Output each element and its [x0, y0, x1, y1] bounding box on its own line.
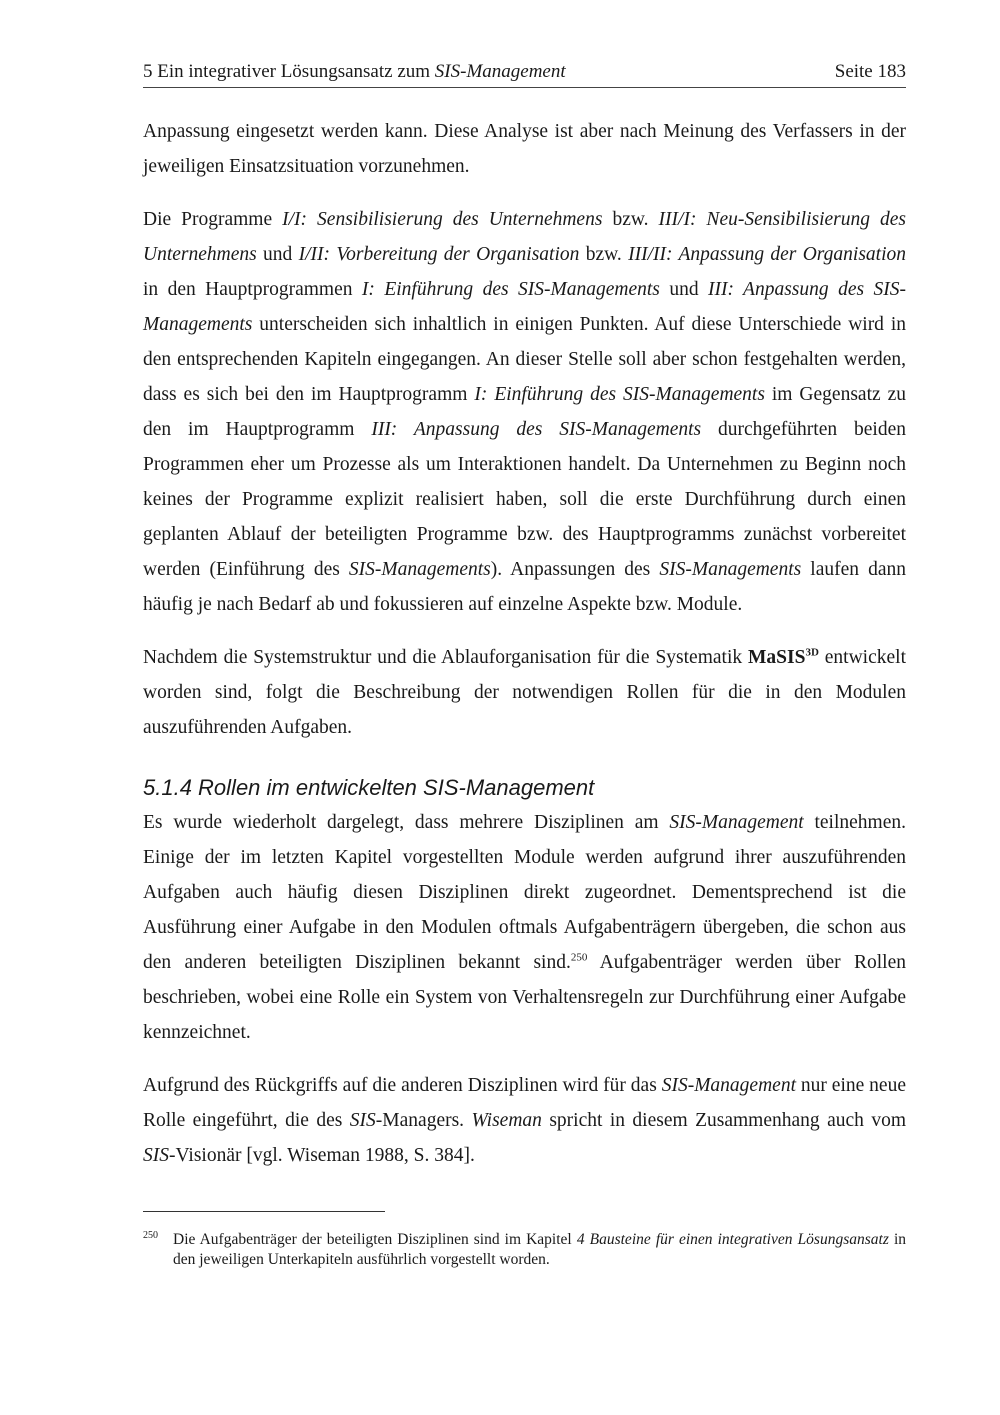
- footnote: [143, 1230, 906, 1270]
- footnote-text: Die Aufgabenträger der beteiligten Disziplinen sind im Kapitel 4 Bausteine für einen integrativen Lösungsansatz in den jeweiligen Unterkapiteln ausführlich vorgestellt worden.: [173, 1231, 906, 1268]
- body-text: [143, 114, 906, 1191]
- footnote-mark: 250: [143, 1230, 158, 1241]
- paragraph-5: Aufgrund des Rückgriffs auf die anderen Disziplinen wird für das SIS-Management nur eine neue Rolle eingeführt, die des SIS-Managers. Wiseman spricht in diesem Zusammenhang auch vom SIS-Visionär [vgl. Wiseman 1988, S. 384].: [143, 1075, 906, 1166]
- running-header: [143, 60, 906, 88]
- paragraph-1: Anpassung eingesetzt werden kann. Diese Analyse ist aber nach Meinung des Verfassers in der jeweiligen Einsatzsituation vorzunehmen.: [143, 121, 906, 177]
- footnote-reference[interactable]: 250: [570, 951, 588, 964]
- paragraph-2: Die Programme I/I: Sensibilisierung des Unternehmens bzw. III/I: Neu-Sensibilisierung des Unternehmens und I/II: Vorbereitung der Organisation bzw. III/II: Anpassung der Organisation in den Hauptprogrammen I: Einführung des SIS-Managements und III: Anpassung des SIS-Managements unterscheiden sich inhaltlich in einigen Punkten. Auf diese Unterschiede wird in den entsprechenden Kapiteln eingegangen. An dieser Stelle soll aber schon festgehalten werden, dass es sich bei den im Hauptprogramm I: Einführung des SIS-Managements im Gegensatz zu den im Hauptprogramm III: Anpassung des SIS-Managements durchgeführten beiden Programmen eher um Prozesse als um Interaktionen handelt. Da Unternehmen zu Beginn noch keines der Programme explizit realisiert haben, soll die erste Durchführung durch einen geplanten Ablauf der beteiligten Programme bzw. des Hauptprogramms zunächst vorbereitet werden (Einführung des SIS-Managements). Anpassungen des SIS-Managements laufen dann häufig je nach Bedarf ab und fokussieren auf einzelne Aspekte bzw. Module.: [143, 209, 907, 615]
- footnote-divider: [143, 1211, 385, 1212]
- paragraph-4: Es wurde wiederholt dargelegt, dass mehrere Disziplinen am SIS-Management teilnehmen. Einige der im letzten Kapitel vorgestellten Module werden aufgrund ihrer auszuführenden Aufgaben auch häufig diesen Disziplinen direkt zugeordnet. Dementsprechend ist die Ausführung einer Aufgabe in den Modulen oftmals Aufgabenträgern übergeben, die schon aus den anderen beteiligten Disziplinen bekannt sind.$^{250}$ Aufgabenträger werden über Rollen beschrieben, wobei eine Rolle ein System von Verhaltensregeln zur Durchführung einer Aufgabe kennzeichnet.: [143, 812, 906, 1043]
- paragraph-3: Nachdem die Systemstruktur und die Ablauforganisation für die Systematik MaSIS$^{3D}$ entwickelt worden sind, folgt die Beschreibung der notwendigen Rollen für die in den Modulen auszuführenden Aufgaben.: [143, 646, 906, 738]
- section-heading: 5.1.4 Rollen im entwickelten SIS-Management: [143, 775, 595, 800]
- page-number: Seite 183: [834, 61, 906, 82]
- chapter-title: 5 Ein integrativer Lösungsansatz zum SIS-Management: [143, 61, 566, 82]
- masis-brand: MaSIS$^{3D}$: [748, 646, 819, 668]
